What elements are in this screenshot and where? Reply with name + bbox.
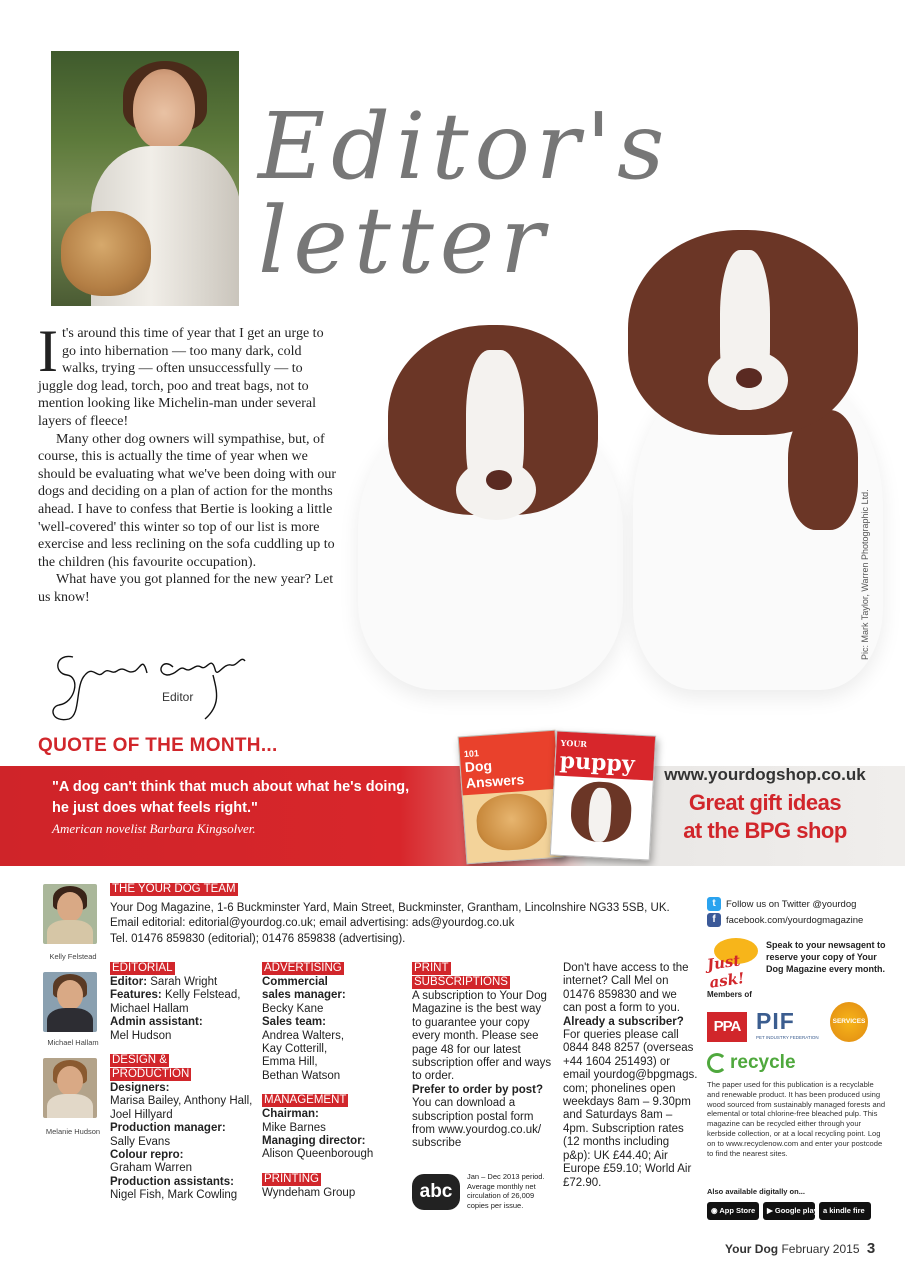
apple-icon: ◉ bbox=[711, 1206, 720, 1215]
team-contact bbox=[110, 882, 690, 947]
production-assistants-names: Nigel Fish, Mark Cowling bbox=[110, 1189, 238, 1202]
app-store-badge[interactable] bbox=[707, 1202, 759, 1220]
csm-name: Becky Kane bbox=[262, 1002, 324, 1015]
quote-line2: he just does what feels right." bbox=[52, 800, 258, 816]
mag1-kicker: 101 bbox=[463, 748, 480, 760]
services-badge: SERVICES bbox=[830, 1002, 868, 1042]
recycle-logo bbox=[707, 1052, 796, 1074]
admin-label: Admin assistant: bbox=[110, 1016, 203, 1029]
chairman-label: Chairman: bbox=[262, 1108, 319, 1121]
just-ask-text: Just ask! bbox=[705, 951, 746, 992]
quote-line1: "A dog can't think that much about what he's doing, bbox=[52, 779, 410, 795]
staff-caption-2: Michael Hallam bbox=[47, 1038, 99, 1047]
photo-credit: Pic: Mark Taylor, Warren Photographic Ltd. bbox=[860, 489, 870, 660]
advertising-tag: ADVERTISING bbox=[264, 962, 342, 974]
editor-name: Sarah Wright bbox=[150, 976, 218, 988]
letter-paragraph-3: What have you got planned for the new year? Let us know! bbox=[38, 572, 334, 605]
recycle-icon bbox=[707, 1053, 727, 1073]
management-tag: MANAGEMENT bbox=[264, 1094, 347, 1107]
design-tag-2: PRODUCTION bbox=[112, 1068, 190, 1081]
newsagent-text: Speak to your newsagent to reserve your copy of Your Dog Magazine every month. bbox=[766, 940, 886, 974]
editorial-column bbox=[110, 962, 255, 1203]
sales-team-3: Emma Hill, bbox=[262, 1056, 318, 1069]
csm-label-2: sales manager: bbox=[262, 989, 346, 1002]
mag2-title: puppy bbox=[559, 747, 636, 778]
facebook-icon: f bbox=[707, 913, 721, 927]
repro-label: Colour repro: bbox=[110, 1149, 184, 1162]
features-label: Features: bbox=[110, 989, 162, 1002]
production-manager-label: Production manager: bbox=[110, 1122, 226, 1135]
access-intro: Don't have access to the internet? Call Mel on 01476 859830 and we can post a form to you. bbox=[563, 962, 689, 1015]
editor-letter bbox=[38, 318, 338, 607]
shop-url-link[interactable]: www.yourdogshop.co.uk bbox=[664, 765, 866, 784]
advertising-column bbox=[262, 962, 402, 1200]
digital-label: Also available digitally on... bbox=[707, 1187, 805, 1196]
google-play-label: Google play bbox=[774, 1206, 818, 1215]
just-ask-logo bbox=[705, 938, 764, 992]
folio bbox=[725, 1240, 875, 1257]
headline-line1: Editor's bbox=[258, 93, 671, 200]
sales-team-4: Bethan Watson bbox=[262, 1069, 341, 1082]
staff-photo-melanie bbox=[43, 1058, 97, 1118]
headline-line2: letter bbox=[258, 187, 551, 294]
mag1-title: Dog Answers bbox=[464, 757, 525, 792]
kindle-fire-label: kindle fire bbox=[829, 1206, 865, 1215]
quote-heading: QUOTE OF THE MONTH... bbox=[38, 735, 278, 756]
features-names: Kelly Felstead, Michael Hallam bbox=[110, 989, 241, 1015]
ppa-logo: PPA bbox=[707, 1012, 747, 1042]
letter-paragraph-1: t's around this time of year that I get an urge to go into hibernation — too many dark, cold walks, trying — often unsuccessfully — to juggle dog lead, torch, poo and treat bags, not to mention looking like Michelin-man under several layers of fleece! bbox=[38, 326, 324, 429]
printer-name: Wyndeham Group bbox=[262, 1186, 356, 1199]
team-tag: THE YOUR DOG TEAM bbox=[112, 883, 236, 895]
subscriptions-column bbox=[412, 962, 552, 1151]
abc-certification bbox=[412, 1170, 547, 1220]
dropcap: I bbox=[38, 318, 58, 384]
facebook-link[interactable] bbox=[707, 913, 863, 927]
sales-team-2: Kay Cotterill, bbox=[262, 1043, 328, 1056]
production-manager-name: Sally Evans bbox=[110, 1135, 171, 1148]
folio-brand: Your Dog bbox=[725, 1242, 779, 1256]
editor-photo bbox=[51, 51, 239, 306]
sales-team-1: Andrea Walters, bbox=[262, 1029, 345, 1042]
subscriber-label: Already a subscriber? bbox=[563, 1015, 684, 1028]
designers-label: Designers: bbox=[110, 1082, 170, 1095]
editor-signature bbox=[45, 645, 255, 725]
md-name: Alison Queenborough bbox=[262, 1148, 374, 1161]
chairman-name: Mike Barnes bbox=[262, 1121, 326, 1134]
play-icon: ▶ bbox=[767, 1206, 775, 1215]
printing-tag: PRINTING bbox=[264, 1172, 319, 1185]
folio-issue: February 2015 bbox=[781, 1242, 860, 1256]
staff-caption-1: Kelly Felstead bbox=[49, 952, 97, 961]
quote-author: American novelist Barbara Kingsolver. bbox=[52, 821, 256, 836]
editor-label: Editor: bbox=[110, 976, 148, 988]
facebook-text: facebook.com/yourdogmagazine bbox=[726, 914, 864, 926]
mag2-kicker: YOUR bbox=[560, 737, 588, 750]
signature-role: Editor bbox=[162, 690, 194, 704]
design-tag-1: DESIGN & bbox=[112, 1054, 167, 1067]
shop-tagline-2: at the BPG shop bbox=[683, 818, 847, 843]
staff-photo-michael bbox=[43, 972, 97, 1032]
csm-label-1: Commercial bbox=[262, 976, 328, 988]
access-column bbox=[563, 962, 698, 1190]
post-label: Prefer to order by post? bbox=[412, 1083, 543, 1096]
twitter-link[interactable] bbox=[707, 897, 856, 911]
letter-paragraph-2: Many other dog owners will sympathise, but, of course, this is actually the time of year when we should be evaluating what we've been doing with our dogs and deciding on a plan of action for the months ahead. I have to confess that Bertie is looking a little 'well-covered' this winter so top of our list is more exercise and less reclining on the sofa cuddling up to the children (his favourite occupation). bbox=[38, 431, 337, 570]
page-number: 3 bbox=[866, 1240, 876, 1257]
twitter-icon: t bbox=[707, 897, 721, 911]
shop-tagline-1: Great gift ideas bbox=[688, 790, 842, 815]
abc-logo: abc bbox=[412, 1174, 460, 1210]
puppies-photo bbox=[348, 230, 893, 690]
team-email[interactable]: Email editorial: editorial@yourdog.co.uk; email advertising: ads@yourdog.co.uk bbox=[110, 917, 515, 929]
repro-name: Graham Warren bbox=[110, 1162, 193, 1175]
pif-logo bbox=[756, 1008, 826, 1040]
pif-subtext: PET INDUSTRY FEDERATION bbox=[756, 1035, 819, 1040]
pif-text: PIF bbox=[756, 1008, 795, 1034]
google-play-badge[interactable] bbox=[763, 1202, 818, 1220]
subscriptions-tag-1: PRINT bbox=[414, 962, 449, 974]
quote-text bbox=[52, 777, 412, 819]
magazine-cover-dog-answers[interactable] bbox=[458, 730, 565, 865]
members-label: Members of bbox=[707, 990, 752, 999]
recycle-text: recycle bbox=[730, 1052, 796, 1073]
team-address: Your Dog Magazine, 1-6 Buckminster Yard, Main Street, Buckminster, Grantham, Lincolnshire NG33 5SB, UK. bbox=[110, 901, 670, 914]
sales-team-label: Sales team: bbox=[262, 1016, 326, 1029]
access-body: For queries please call 0844 848 8257 (overseas +44 1604 251493) or email yourdog@bpgmags. com; phonelines open weekdays 8am – 9.30pm and Saturdays 8am – 4pm. Subscription rates (12 months including p&p): UK £44.40; Air Europe £59.10; World Air £72.90. bbox=[563, 1029, 698, 1189]
admin-name: Mel Hudson bbox=[110, 1029, 172, 1042]
kindle-fire-badge[interactable] bbox=[819, 1202, 871, 1220]
app-store-label: App Store bbox=[719, 1206, 756, 1215]
subscriptions-body: A subscription to Your Dog Magazine is the best way to guarantee your copy every month. Please see page 48 for our latest subscription offer and ways to order. bbox=[412, 990, 552, 1083]
md-label: Managing director: bbox=[262, 1135, 366, 1148]
subscriptions-tag-2: SUBSCRIPTIONS bbox=[414, 976, 508, 988]
abc-text: Jan – Dec 2013 period. Average monthly net circulation of 26,009 copies per issue. bbox=[467, 1172, 545, 1210]
magazine-cover-your-puppy[interactable] bbox=[550, 730, 656, 860]
production-assistants-label: Production assistants: bbox=[110, 1175, 234, 1188]
staff-caption-3: Melanie Hudson bbox=[45, 1127, 101, 1136]
team-tel: Tel. 01476 859830 (editorial); 01476 859838 (advertising). bbox=[110, 932, 406, 945]
designers-names: Marisa Bailey, Anthony Hall, Joel Hillyard bbox=[110, 1095, 253, 1121]
recycle-notice: The paper used for this publication is a recyclable and renewable product. It has been produced using wood sourced from sustainably managed forests and elemental or total chlorine-free bleached pulp. This magazine can be recycled either through your kerbside collection, or at a local recycling point. Log on to www.recyclenow.com and enter your postcode to find the nearest sites. bbox=[707, 1080, 886, 1158]
staff-photo-kelly bbox=[43, 884, 97, 944]
editorial-tag: EDITORIAL bbox=[112, 962, 173, 974]
post-body[interactable]: You can download a subscription postal form from www.yourdog.co.uk/ subscribe bbox=[412, 1097, 542, 1150]
amazon-icon: a bbox=[823, 1206, 830, 1215]
twitter-text: Follow us on Twitter @yourdog bbox=[726, 898, 857, 910]
